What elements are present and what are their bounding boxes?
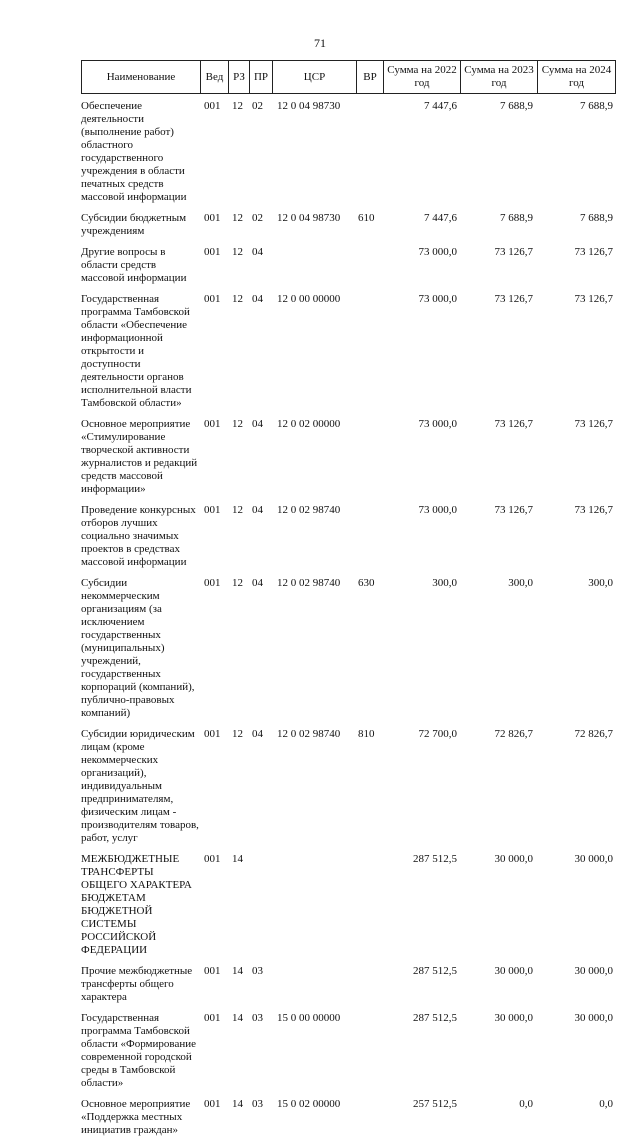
row-sum-2023: 30 000,0 [494, 965, 533, 977]
header-rz: РЗ [229, 61, 250, 94]
row-sum-2024: 7 688,9 [580, 212, 613, 224]
row-name: Обеспечение деятельности (выполнение работ) областного государственного учреждения в области печатных средств массовой информации [81, 100, 187, 203]
row-sum-2022: 73 000,0 [418, 418, 457, 430]
row-sum-2022: 7 447,6 [424, 100, 457, 112]
row-sum-2022: 73 000,0 [418, 293, 457, 305]
row-pr: 03 [252, 965, 263, 977]
row-name: Субсидии юридическим лицам (кроме некоммерческих организаций), индивидуальным предпринимателям, физическим лицам - производителям товаров, работ, услуг [81, 728, 199, 844]
page-number: 71 [314, 36, 326, 50]
row-pr: 04 [252, 246, 263, 258]
row-sum-2023: 7 688,9 [500, 212, 533, 224]
header-ved: Вед [201, 61, 229, 94]
row-rz: 12 [232, 728, 243, 740]
row-pr: 02 [252, 100, 263, 112]
row-csr: 12 0 02 98740 [277, 504, 341, 516]
row-csr: 12 0 00 00000 [277, 293, 341, 305]
row-sum-2024: 30 000,0 [574, 965, 613, 977]
row-sum-2022: 7 447,6 [424, 212, 457, 224]
row-ved: 001 [204, 100, 221, 112]
row-pr: 04 [252, 577, 263, 589]
table-row [0, 728, 640, 845]
row-name: Государственная программа Тамбовской области «Формирование современной городской среды в Тамбовской области» [81, 1012, 196, 1089]
header-sum-2024: Сумма на 2024 год [538, 61, 616, 94]
row-rz: 12 [232, 577, 243, 589]
row-sum-2023: 0,0 [519, 1098, 533, 1110]
row-csr: 15 0 02 00000 [277, 1098, 341, 1110]
row-sum-2023: 73 126,7 [494, 418, 533, 430]
row-ved: 001 [204, 577, 221, 589]
row-name: Субсидии некоммерческим организациям (за исключением государственных (муниципальных) учреждений, государственных корпораций (компаний), публично-правовых компаний) [81, 577, 195, 719]
row-pr: 03 [252, 1012, 263, 1024]
header-csr: ЦСР [273, 61, 357, 94]
row-ved: 001 [204, 728, 221, 740]
table-row [0, 1098, 640, 1137]
row-sum-2022: 287 512,5 [413, 853, 457, 865]
row-name: Основное мероприятие «Поддержка местных инициатив граждан» [81, 1098, 191, 1136]
row-sum-2024: 7 688,9 [580, 100, 613, 112]
row-sum-2023: 300,0 [508, 577, 533, 589]
row-sum-2022: 300,0 [432, 577, 457, 589]
row-name: Другие вопросы в области средств массовой информации [81, 246, 187, 284]
row-ved: 001 [204, 418, 221, 430]
header-vr: ВР [357, 61, 384, 94]
row-csr: 12 0 02 00000 [277, 418, 341, 430]
row-sum-2024: 0,0 [599, 1098, 613, 1110]
row-sum-2023: 72 826,7 [494, 728, 533, 740]
row-ved: 001 [204, 246, 221, 258]
row-ved: 001 [204, 1098, 221, 1110]
row-rz: 14 [232, 965, 243, 977]
table-row [0, 418, 640, 496]
row-csr: 12 0 04 98730 [277, 100, 341, 112]
row-ved: 001 [204, 293, 221, 305]
row-vr: 610 [358, 212, 375, 224]
row-sum-2022: 287 512,5 [413, 965, 457, 977]
row-sum-2023: 7 688,9 [500, 100, 533, 112]
row-sum-2024: 300,0 [588, 577, 613, 589]
row-pr: 04 [252, 293, 263, 305]
row-sum-2024: 73 126,7 [574, 246, 613, 258]
header-sum-2022: Сумма на 2022 год [384, 61, 461, 94]
row-sum-2022: 73 000,0 [418, 504, 457, 516]
row-rz: 12 [232, 246, 243, 258]
table-row [0, 100, 640, 204]
row-sum-2023: 73 126,7 [494, 293, 533, 305]
row-rz: 14 [232, 1098, 243, 1110]
row-rz: 14 [232, 1012, 243, 1024]
row-rz: 12 [232, 100, 243, 112]
row-rz: 12 [232, 212, 243, 224]
table-row [0, 212, 640, 238]
row-ved: 001 [204, 965, 221, 977]
row-csr: 12 0 02 98740 [277, 728, 341, 740]
row-vr: 630 [358, 577, 375, 589]
row-sum-2024: 73 126,7 [574, 418, 613, 430]
row-sum-2023: 73 126,7 [494, 504, 533, 516]
row-rz: 14 [232, 853, 243, 865]
row-name: МЕЖБЮДЖЕТНЫЕ ТРАНСФЕРТЫ ОБЩЕГО ХАРАКТЕРА БЮДЖЕТАМ БЮДЖЕТНОЙ СИСТЕМЫ РОССИЙСКОЙ ФЕДЕРАЦИИ [81, 853, 192, 956]
row-sum-2023: 30 000,0 [494, 1012, 533, 1024]
row-name: Основное мероприятие «Стимулирование творческой активности журналистов и редакций средств массовой информации» [81, 418, 198, 495]
row-ved: 001 [204, 1012, 221, 1024]
row-pr: 04 [252, 728, 263, 740]
row-rz: 12 [232, 504, 243, 516]
table-body [0, 100, 640, 1137]
row-pr: 04 [252, 504, 263, 516]
row-pr: 04 [252, 418, 263, 430]
row-pr: 02 [252, 212, 263, 224]
row-sum-2024: 72 826,7 [574, 728, 613, 740]
header-sum-2023: Сумма на 2023 год [461, 61, 538, 94]
row-vr: 810 [358, 728, 375, 740]
table-row [0, 965, 640, 1004]
table-row [0, 293, 640, 410]
row-ved: 001 [204, 504, 221, 516]
row-sum-2024: 30 000,0 [574, 853, 613, 865]
table-row [0, 1012, 640, 1090]
row-name: Субсидии бюджетным учреждениям [81, 212, 187, 237]
row-sum-2022: 287 512,5 [413, 1012, 457, 1024]
row-name: Прочие межбюджетные трансферты общего характера [81, 965, 193, 1003]
row-sum-2024: 73 126,7 [574, 293, 613, 305]
row-csr: 12 0 04 98730 [277, 212, 341, 224]
table-row [0, 504, 640, 569]
row-rz: 12 [232, 418, 243, 430]
row-name: Государственная программа Тамбовской области «Обеспечение информационной открытости и доступности деятельности органов исполнительной власти Тамбовской области» [81, 293, 192, 409]
row-sum-2022: 257 512,5 [413, 1098, 457, 1110]
row-sum-2023: 30 000,0 [494, 853, 533, 865]
row-sum-2024: 73 126,7 [574, 504, 613, 516]
table-row [0, 577, 640, 720]
row-sum-2024: 30 000,0 [574, 1012, 613, 1024]
row-rz: 12 [232, 293, 243, 305]
row-csr: 12 0 02 98740 [277, 577, 341, 589]
row-sum-2023: 73 126,7 [494, 246, 533, 258]
table-header [81, 60, 616, 94]
row-ved: 001 [204, 212, 221, 224]
row-sum-2022: 73 000,0 [418, 246, 457, 258]
header-name: Наименование [82, 61, 201, 94]
table-row [0, 246, 640, 285]
header-pr: ПР [250, 61, 273, 94]
row-pr: 03 [252, 1098, 263, 1110]
row-sum-2022: 72 700,0 [418, 728, 457, 740]
row-csr: 15 0 00 00000 [277, 1012, 341, 1024]
row-ved: 001 [204, 853, 221, 865]
table-row [0, 853, 640, 957]
row-name: Проведение конкурсных отборов лучших социально значимых проектов в средствах массовой информации [81, 504, 196, 568]
